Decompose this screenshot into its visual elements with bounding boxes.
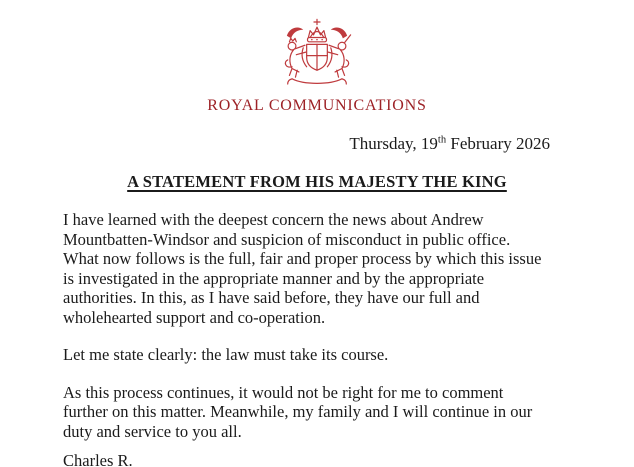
royal-coat-of-arms-icon — [261, 16, 373, 90]
organization-name: ROYAL COMMUNICATIONS — [207, 97, 427, 114]
paragraph: I have learned with the deepest concern the news about Andrew Mountbatten-Windsor and suspicion of misconduct in public office. What now follows is the full, fair and proper process by which this issue is investigated in the appropriate manner and by the appropriate authorities. In this, as I have said before, they have our full and wholehearted support and co-operation. — [63, 210, 542, 327]
signature: Charles R. — [63, 451, 133, 467]
date-line — [63, 134, 550, 154]
date-ordinal: th — [437, 134, 447, 146]
date-suffix: February 2026 — [446, 134, 550, 153]
paragraph: As this process continues, it would not be right for me to comment further on this matter. Meanwhile, my family and I will continue in our duty and service to you all. — [63, 382, 533, 441]
letter-content — [0, 134, 634, 467]
date-prefix: Thursday, 19 — [349, 134, 438, 153]
letterhead — [0, 0, 634, 115]
statement-heading: A STATEMENT FROM HIS MAJESTY THE KING — [127, 172, 507, 191]
paragraph: Let me state clearly: the law must take its course. — [63, 345, 389, 364]
